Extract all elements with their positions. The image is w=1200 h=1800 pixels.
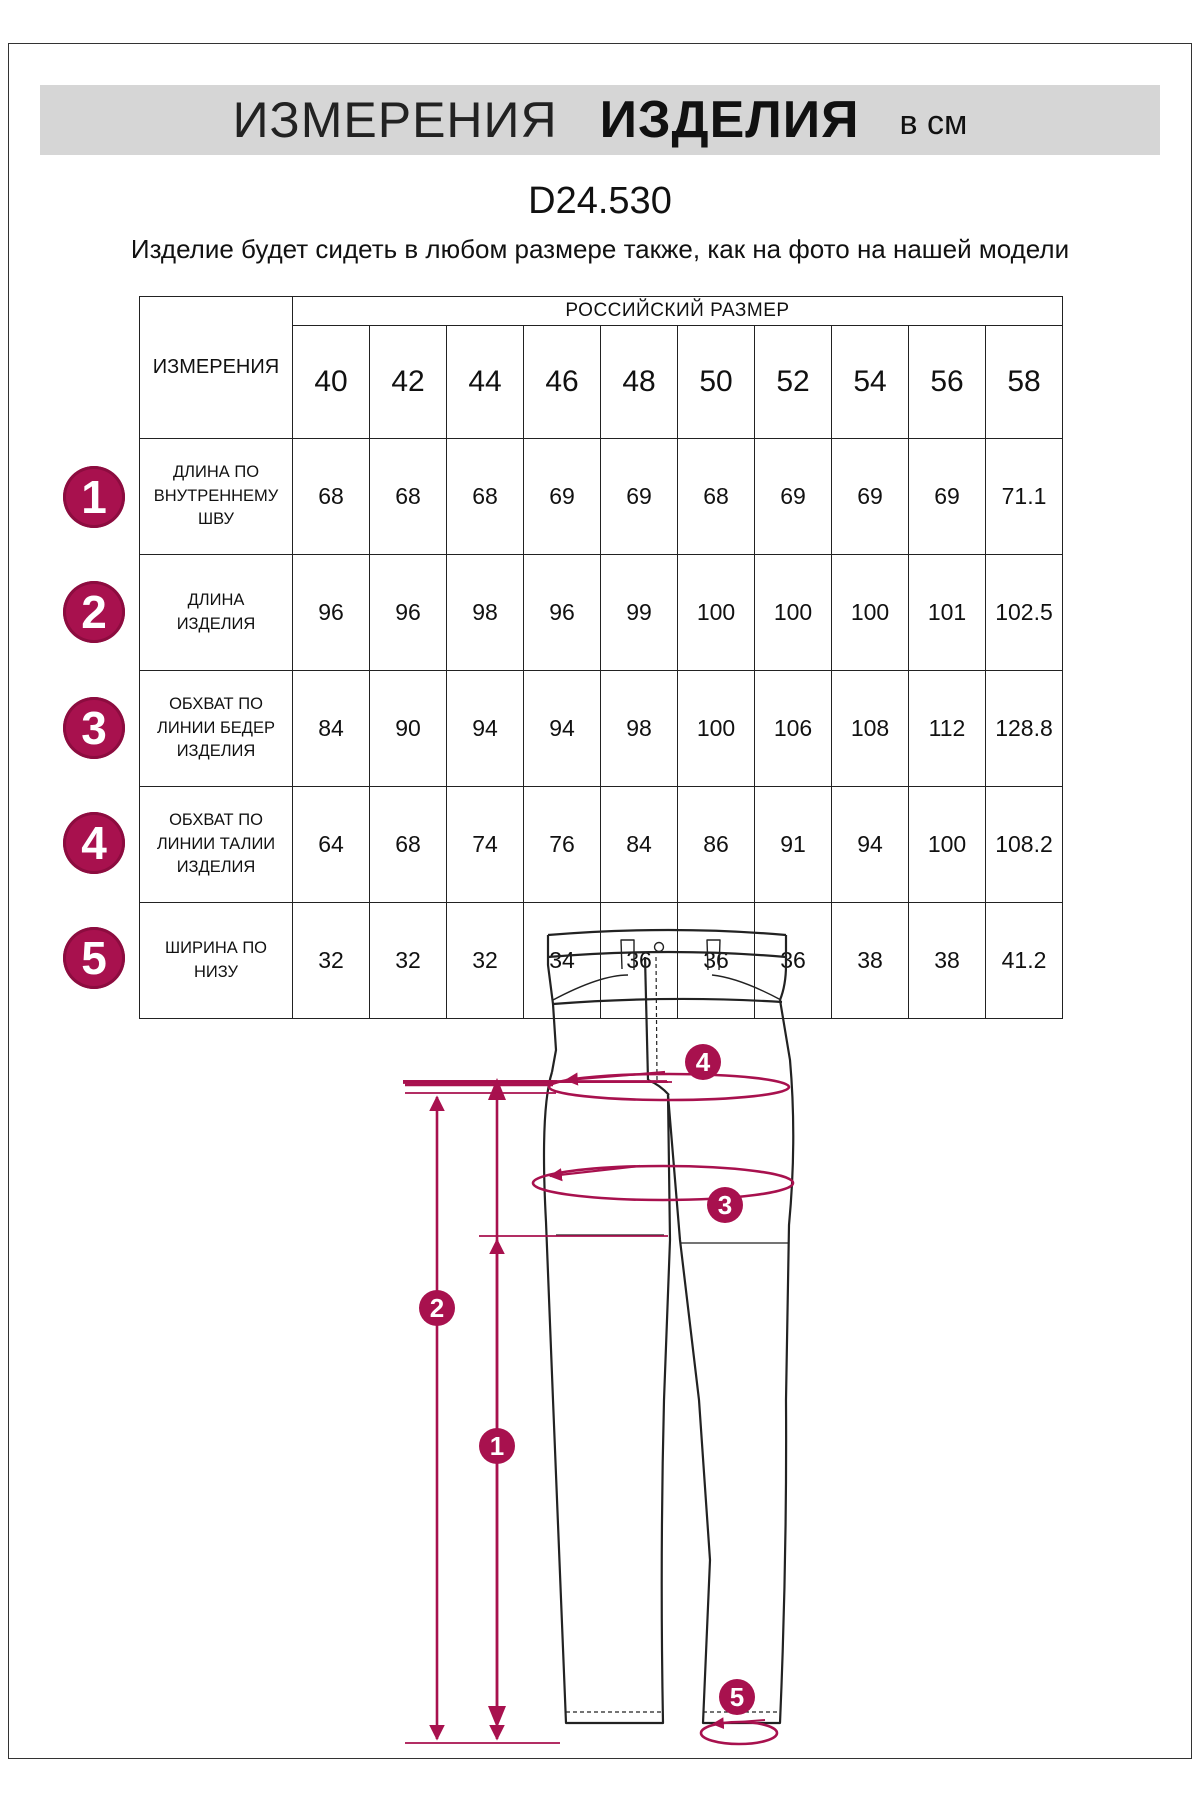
measurement-label-line: НИЗУ xyxy=(193,962,239,981)
value-cell: 98 xyxy=(447,555,524,671)
measurement-label-line: ШВУ xyxy=(197,510,235,529)
value-cell: 102.5 xyxy=(986,555,1063,671)
value-cell: 69 xyxy=(909,439,986,555)
value-cell: 128.8 xyxy=(986,671,1063,787)
value-cell: 98 xyxy=(601,671,678,787)
size-header-46: 46 xyxy=(524,326,601,439)
row-badge-3: 3 xyxy=(63,697,125,759)
value-cell: 68 xyxy=(293,439,370,555)
row-badge-1: 1 xyxy=(63,466,125,528)
waist-arrow xyxy=(566,1072,665,1080)
value-cell: 68 xyxy=(370,787,447,903)
row-badge-5: 5 xyxy=(63,927,125,989)
product-code: D24.530 xyxy=(528,180,672,222)
value-cell: 69 xyxy=(832,439,909,555)
value-cell: 36 xyxy=(601,903,678,1019)
value-cell: 68 xyxy=(447,439,524,555)
svg-text:4: 4 xyxy=(695,1047,711,1077)
value-cell: 99 xyxy=(601,555,678,671)
value-cell: 74 xyxy=(447,787,524,903)
size-header-52: 52 xyxy=(755,326,832,439)
diagram-badge-5 xyxy=(719,1679,755,1715)
measurement-label-line: ОБХВАТ ПО xyxy=(169,694,263,713)
value-cell: 100 xyxy=(909,787,986,903)
value-cell: 38 xyxy=(832,903,909,1019)
value-cell: 69 xyxy=(601,439,678,555)
value-cell: 106 xyxy=(755,671,832,787)
title-units: в см xyxy=(899,103,968,142)
value-cell: 32 xyxy=(293,903,370,1019)
svg-text:3: 3 xyxy=(717,1190,733,1220)
value-cell: 108 xyxy=(832,671,909,787)
measurement-label-line: ДЛИНА ПО xyxy=(172,462,260,481)
value-cell: 101 xyxy=(909,555,986,671)
value-cell: 100 xyxy=(678,671,755,787)
value-cell: 34 xyxy=(524,903,601,1019)
value-cell: 84 xyxy=(293,671,370,787)
value-cell: 41.2 xyxy=(986,903,1063,1019)
value-cell: 94 xyxy=(447,671,524,787)
size-header-58: 58 xyxy=(986,326,1063,439)
diagram-badge-3 xyxy=(707,1187,743,1223)
svg-text:5: 5 xyxy=(729,1682,745,1712)
measurement-label-line: ШИРИНА ПО xyxy=(164,938,268,957)
value-cell: 112 xyxy=(909,671,986,787)
value-cell: 32 xyxy=(447,903,524,1019)
size-header-40: 40 xyxy=(293,326,370,439)
value-cell: 94 xyxy=(524,671,601,787)
diagram-badge-1 xyxy=(479,1428,515,1464)
fit-note: Изделие будет сидеть в любом размере также, как на фото на нашей модели xyxy=(130,234,1070,264)
title-light: ИЗМЕРЕНИЯ xyxy=(232,92,558,148)
measurement-label-line: ОБХВАТ ПО xyxy=(169,810,263,829)
measurement-label-line: ДЛИНА xyxy=(187,590,245,609)
value-cell: 68 xyxy=(678,439,755,555)
value-cell: 94 xyxy=(832,787,909,903)
diagram-badge-2 xyxy=(419,1290,455,1326)
value-cell: 36 xyxy=(755,903,832,1019)
measurement-label-line: ЛИНИИ ТАЛИИ xyxy=(156,834,276,853)
value-cell: 38 xyxy=(909,903,986,1019)
value-cell: 91 xyxy=(755,787,832,903)
size-header-48: 48 xyxy=(601,326,678,439)
measurement-label-line: ВНУТРЕННЕМУ xyxy=(153,486,279,505)
value-cell: 64 xyxy=(293,787,370,903)
svg-text:1: 1 xyxy=(489,1431,505,1461)
title-bold: ИЗДЕЛИЯ xyxy=(599,91,860,149)
value-cell: 100 xyxy=(755,555,832,671)
value-cell: 100 xyxy=(832,555,909,671)
value-cell: 108.2 xyxy=(986,787,1063,903)
value-cell: 96 xyxy=(293,555,370,671)
hip-ellipse xyxy=(533,1166,793,1200)
value-cell: 32 xyxy=(370,903,447,1019)
size-header-50: 50 xyxy=(678,326,755,439)
value-cell: 96 xyxy=(524,555,601,671)
value-cell: 96 xyxy=(370,555,447,671)
size-header-56: 56 xyxy=(909,326,986,439)
measurements-header: ИЗМЕРЕНИЯ xyxy=(140,297,293,439)
value-cell: 84 xyxy=(601,787,678,903)
value-cell: 71.1 xyxy=(986,439,1063,555)
row-badge-4: 4 xyxy=(63,812,125,874)
value-cell: 36 xyxy=(678,903,755,1019)
value-cell: 90 xyxy=(370,671,447,787)
value-cell: 69 xyxy=(755,439,832,555)
size-header-44: 44 xyxy=(447,326,524,439)
value-cell: 86 xyxy=(678,787,755,903)
value-cell: 100 xyxy=(678,555,755,671)
row-badge-2: 2 xyxy=(63,581,125,643)
hem-ellipse xyxy=(701,1722,777,1744)
measurement-label-line: ЛИНИИ БЕДЕР xyxy=(157,718,275,737)
size-group-header: РОССИЙСКИЙ РАЗМЕР xyxy=(293,297,1063,326)
value-cell: 68 xyxy=(370,439,447,555)
size-header-54: 54 xyxy=(832,326,909,439)
size-header-42: 42 xyxy=(370,326,447,439)
measurement-label-line: ИЗДЕЛИЯ xyxy=(176,742,256,761)
diagram-badge-4 xyxy=(685,1044,721,1080)
svg-text:2: 2 xyxy=(429,1293,445,1323)
measurement-label-line: ИЗДЕЛИЯ xyxy=(176,858,256,877)
value-cell: 69 xyxy=(524,439,601,555)
value-cell: 76 xyxy=(524,787,601,903)
measurement-label-line: ИЗДЕЛИЯ xyxy=(176,614,256,633)
